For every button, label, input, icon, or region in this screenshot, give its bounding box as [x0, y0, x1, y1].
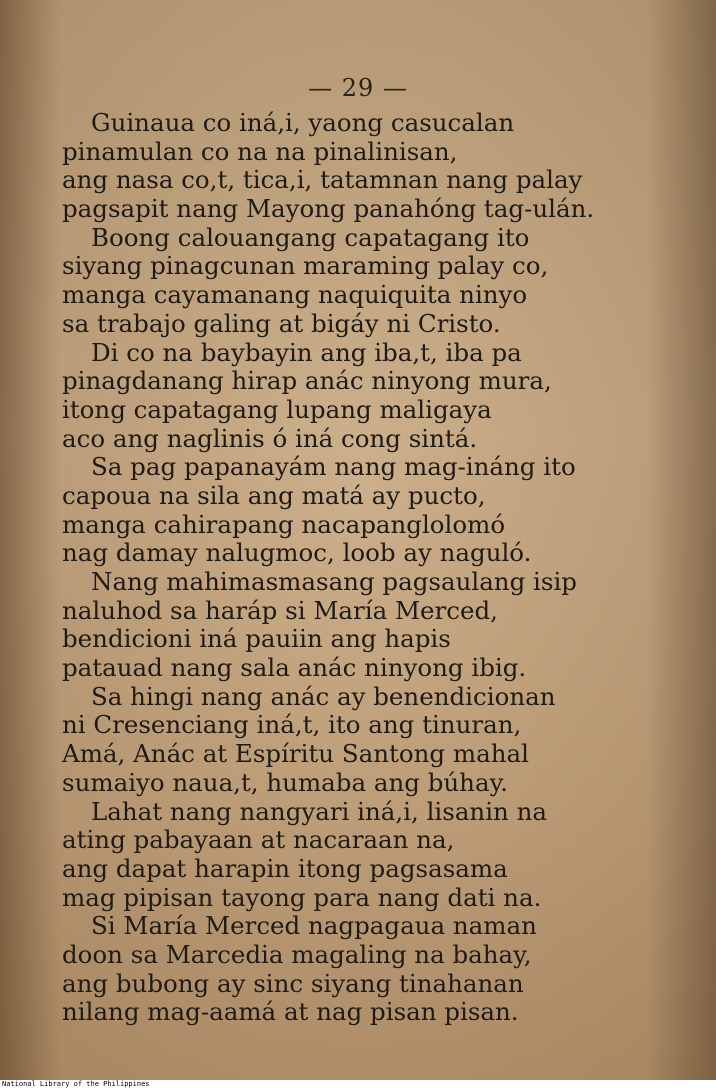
- stanza-first-line: Di co na baybayin ang iba,t, iba pa: [91, 337, 522, 367]
- poem-line: sumaiyo naua,t, humaba ang búhay.: [62, 767, 508, 797]
- poem-line: patauad nang sala anác ninyong ibig.: [62, 653, 527, 683]
- poem-line: nag damay nalugmoc, loob ay naguló.: [62, 538, 532, 568]
- page-number: — 29 —: [308, 74, 408, 102]
- stanza-first-line: Nang mahimasmasang pagsaulang isip: [91, 567, 577, 596]
- poem-text: [0, 109, 716, 1027]
- poem-line: itong capatagang lupang maligaya: [62, 394, 492, 424]
- poem-line: ating pabayaan at nacaraan na,: [62, 825, 455, 855]
- poem-line: nilang mag-aamá at nag pisan pisan.: [62, 997, 519, 1027]
- poem-line: Amá, Anác at Espíritu Santong mahal: [62, 739, 529, 769]
- stanza-first-line: Sa pag papanayám nang mag-ináng ito: [91, 452, 576, 482]
- poem-line: doon sa Marcedia magaling na bahay,: [62, 939, 532, 969]
- stanza-first-line: Guinaua co iná,i, yaong casucalan: [91, 108, 515, 137]
- poem-line: ang nasa co,t, tica,i, tatamnan nang palay: [62, 165, 583, 195]
- poem-line: manga cahirapang nacapanglolomó: [62, 509, 506, 539]
- poem-line: aco ang naglinis ó iná cong sintá.: [62, 423, 478, 453]
- poem-line: manga cayamanang naquiquita ninyo: [62, 280, 528, 310]
- poem-line: ni Cresenciang iná,t, ito ang tinuran,: [62, 710, 522, 740]
- poem-line: pagsapit nang Mayong panahóng tag-ulán.: [62, 194, 595, 224]
- poem-line: siyang pinagcunan maraming palay co,: [62, 251, 549, 281]
- footer-credit: National Library of the Philippines: [2, 1080, 150, 1088]
- stanza-first-line: Si María Merced nagpagaua naman: [91, 911, 537, 941]
- stanza-first-line: Sa hingi nang anác ay benendicionan: [91, 681, 556, 711]
- poem-line: bendicioni iná pauiin ang hapis: [62, 624, 451, 654]
- stanza-first-line: Lahat nang nangyari iná,i, lisanin na: [91, 796, 548, 826]
- poem-line: mag pipisan tayong para nang dati na.: [62, 882, 542, 912]
- poem-line: sa trabajo galing at bigáy ni Cristo.: [62, 308, 501, 338]
- poem-line: pinamulan co na na pinalinisan,: [62, 136, 458, 166]
- poem-line: ang dapat harapin itong pagsasama: [62, 853, 508, 883]
- poem-line: pinagdanang hirap anác ninyong mura,: [62, 366, 552, 396]
- poem-line: capoua na sila ang matá ay pucto,: [62, 480, 486, 510]
- poem-line: ang bubong ay sinc siyang tinahanan: [62, 968, 524, 998]
- stanza-first-line: Boong calouangang capatagang ito: [91, 222, 530, 252]
- poem-line: naluhod sa haráp si María Merced,: [62, 595, 498, 625]
